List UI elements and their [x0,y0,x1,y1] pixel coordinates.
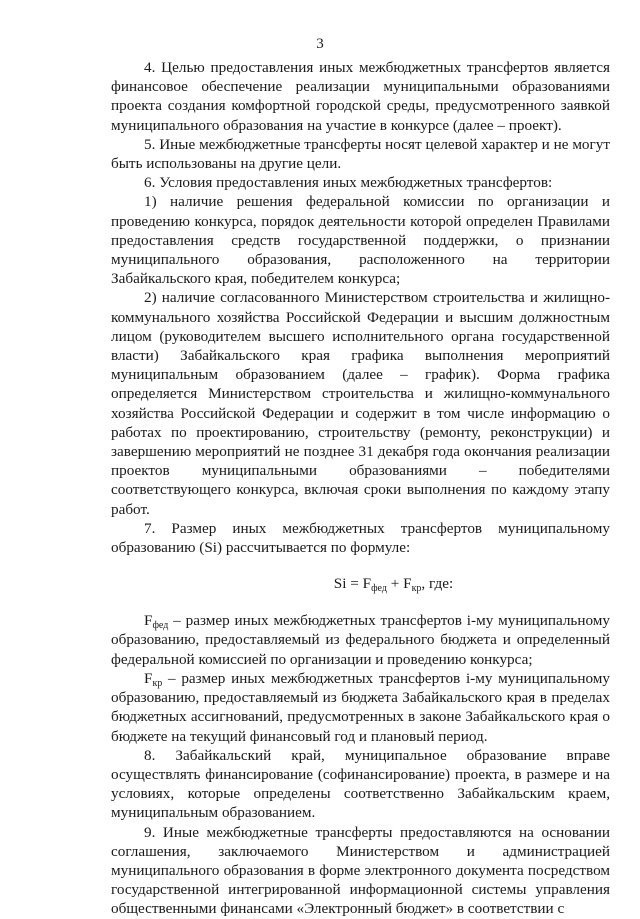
definition-f-kr [111,669,610,746]
formula [111,574,610,594]
definition-symbol: F [144,612,153,630]
formula-subscript-kr: кр [411,583,422,595]
formula-lhs: Si = F [333,575,372,593]
definition-text: – размер иных межбюджетных трансфертов i-му муниципальному образованию, предоставляемый из федерального бюджета и определенный федеральной комиссией по организации и проведению конкурса; [111,612,610,668]
formula-subscript-fed: фед [371,583,387,595]
definition-symbol: F [144,669,153,687]
paragraph-8-cofinancing: 8. Забайкальский край, муниципальное образование вправе осуществлять финансирование (софинансирование) проекта, в размере и на условиях, которые определены соответственно Забайкальским краем, муниципальным образованием. [111,746,610,822]
definition-subscript: фед [152,620,169,632]
paragraph-5-target-use: 5. Иные межбюджетные трансферты носят целевой характер и не могут быть использованы на другие цели. [111,135,610,173]
document-body [111,58,610,919]
page-number: 3 [316,36,324,52]
paragraph-6-conditions-heading: 6. Условия предоставления иных межбюджетных трансфертов: [144,174,553,192]
formula-tail: , где: [421,575,454,593]
paragraph-4-goal: 4. Целью предоставления иных межбюджетных трансфертов является финансовое обеспечение реализации муниципальными образованиями проекта создания комфортной городской среды, предусмотренного заявкой муниципального образования на участие в конкурсе (далее – проект). [111,59,610,134]
paragraph-6-condition-2: 2) наличие согласованного Министерством строительства и жилищно-коммунального хозяйства Российской Федерации и высшим должностным лицом (руководителем высшего исполнительного органа государственной власти) Забайкальского края графика выполнения мероприятий муниципальным образованием (далее – график). Форма графика определяется Министерством строительства и жилищно-коммунального хозяйства Российской Федерации и содержит в том числе информацию о работах по проектированию, строительству (ремонту, реконструкции) и завершению мероприятий не позднее 31 декабря года окончания реализации проектов муниципальными образованиями – победителями соответствующего конкурса, включая сроки выполнения по каждому этапу работ. [111,289,610,518]
paragraph-6-condition-1: 1) наличие решения федеральной комиссии по организации и проведению конкурса, порядок деятельности которой определен Правилами предоставления средств государственной поддержки, о признании муниципального образования, расположенного на территории Забайкальского края, победителем конкурса; [111,193,610,288]
definition-text: – размер иных межбюджетных трансфертов i-му муниципальному образованию, предоставляемый из бюджета Забайкальского края в пределах бюджетных ассигнований, предусмотренных в законе Забайкальского края о бюджете на текущий финансовый год и плановый период. [111,669,610,745]
definition-subscript: кр [152,677,163,689]
formula-plus: + F [386,575,412,593]
paragraph-7-size: 7. Размер иных межбюджетных трансфертов муниципальному образованию (Si) рассчитывается по формуле: [111,519,610,557]
definition-f-fed [111,611,610,669]
paragraph-9-agreement: 9. Иные межбюджетные трансферты предоставляются на основании соглашения, заключаемого Министерством и администрацией муниципального образования в форме электронного документа посредством государственной интегрированной информационной системы управления общественными финансами «Электронный бюджет» в соответствии с [111,823,610,918]
